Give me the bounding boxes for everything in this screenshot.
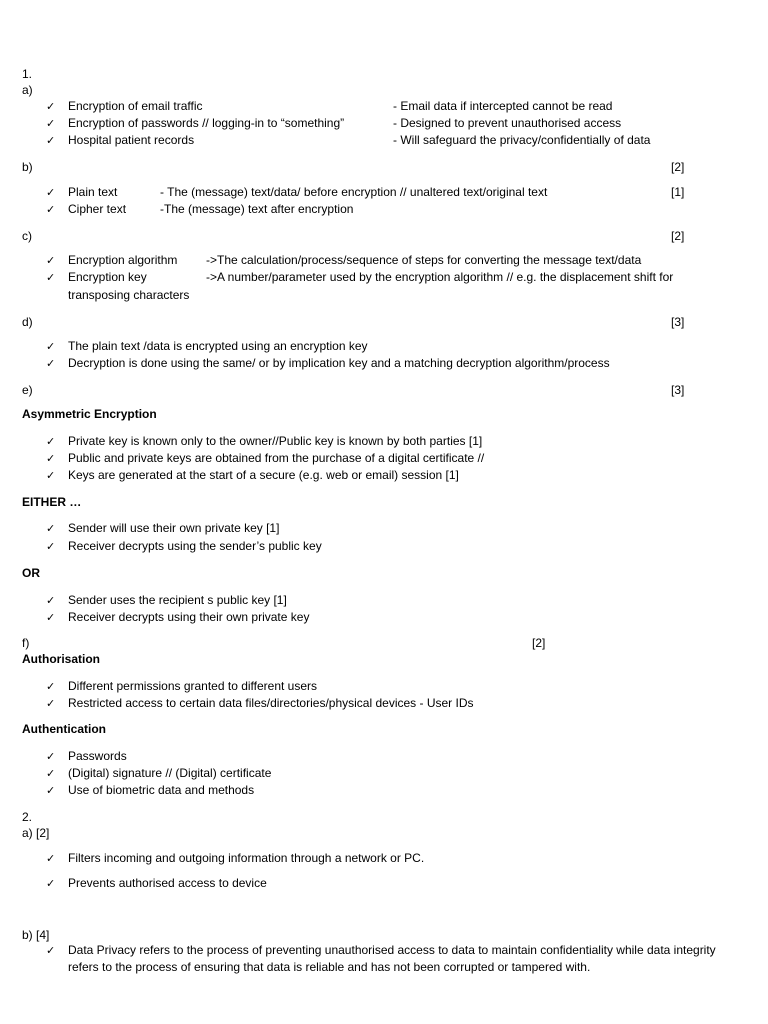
question-2-number: 2.	[22, 810, 33, 824]
check-icon: ✓	[46, 784, 56, 797]
check-icon: ✓	[46, 877, 56, 890]
definition: ->The calculation/process/sequence of steps for converting the message text/data	[206, 253, 642, 267]
check-icon: ✓	[46, 750, 56, 763]
authorisation-heading: Authorisation	[22, 652, 100, 666]
list-item: Data Privacy refers to the process of preventing unauthorised access to data to maintain confidentiality while data integrity refers to the process of ensuring that data is reliable and has not been corrupted or tampered with.	[68, 943, 716, 974]
check-icon: ✓	[46, 203, 56, 216]
list-item: (Digital) signature // (Digital) certificate	[68, 766, 272, 780]
check-icon: ✓	[46, 134, 56, 147]
list-item: Encryption of email traffic	[68, 99, 203, 113]
term: Cipher text	[68, 202, 127, 216]
list-item-note: - Will safeguard the privacy/confidentially of data	[393, 133, 651, 147]
part-d-label: d)	[22, 315, 33, 329]
marks: [3]	[671, 383, 685, 397]
list-item: Prevents authorised access to device	[68, 876, 267, 890]
list-item: Receiver decrypts using the sender’s public key	[68, 539, 322, 553]
check-icon: ✓	[46, 852, 56, 865]
list-item: Sender uses the recipient s public key [1]	[68, 593, 287, 607]
marks: [2]	[532, 636, 546, 650]
or-heading: OR	[22, 566, 40, 580]
list-item: Different permissions granted to different users	[68, 679, 318, 693]
part-b-label: b)	[22, 160, 33, 174]
check-icon: ✓	[46, 944, 56, 957]
term: Plain text	[68, 185, 118, 199]
check-icon: ✓	[46, 357, 56, 370]
list-item: Receiver decrypts using their own private key	[68, 610, 310, 624]
term: Encryption key	[68, 270, 147, 284]
check-icon: ✓	[46, 540, 56, 553]
list-item-note: - Designed to prevent unauthorised access	[393, 116, 622, 130]
list-item: Keys are generated at the start of a secure (e.g. web or email) session [1]	[68, 468, 459, 482]
list-item: Restricted access to certain data files/directories/physical devices - User IDs	[68, 696, 474, 710]
part-a-label: a)	[22, 83, 33, 97]
marks: [2]	[671, 160, 685, 174]
section-heading: Asymmetric Encryption	[22, 407, 157, 421]
list-item-note: - Email data if intercepted cannot be read	[393, 99, 613, 113]
check-icon: ✓	[46, 767, 56, 780]
check-icon: ✓	[46, 100, 56, 113]
list-item: Private key is known only to the owner//Public key is known by both parties [1]	[68, 434, 483, 448]
part-f-label: f)	[22, 636, 30, 650]
part-a-label: a) [2]	[22, 826, 50, 840]
check-icon: ✓	[46, 340, 56, 353]
list-item: Hospital patient records	[68, 133, 195, 147]
definition-continued: transposing characters	[68, 288, 190, 302]
definition: ->A number/parameter used by the encryption algorithm // e.g. the displacement shift for	[206, 270, 674, 284]
check-icon: ✓	[46, 271, 56, 284]
list-item: Filters incoming and outgoing information through a network or PC.	[68, 851, 425, 865]
list-item: Encryption of passwords // logging-in to “something”	[68, 116, 345, 130]
list-item: Public and private keys are obtained from the purchase of a digital certificate //	[68, 451, 485, 465]
list-item: Decryption is done using the same/ or by implication key and a matching decryption algorithm/process	[68, 356, 610, 370]
list-item: The plain text /data is encrypted using an encryption key	[68, 339, 368, 353]
marks: [3]	[671, 315, 685, 329]
check-icon: ✓	[46, 594, 56, 607]
part-b-label: b) [4]	[22, 928, 50, 942]
check-icon: ✓	[46, 697, 56, 710]
list-item: Use of biometric data and methods	[68, 783, 255, 797]
question-1-number: 1.	[22, 67, 33, 81]
check-icon: ✓	[46, 452, 56, 465]
check-icon: ✓	[46, 435, 56, 448]
check-icon: ✓	[46, 469, 56, 482]
definition: - The (message) text/data/ before encryption // unaltered text/original text	[160, 185, 548, 199]
part-c-label: c)	[22, 229, 32, 243]
term: Encryption algorithm	[68, 253, 178, 267]
part-e-label: e)	[22, 383, 33, 397]
check-icon: ✓	[46, 611, 56, 624]
check-icon: ✓	[46, 186, 56, 199]
check-icon: ✓	[46, 254, 56, 267]
check-icon: ✓	[46, 117, 56, 130]
check-icon: ✓	[46, 522, 56, 535]
list-item: Sender will use their own private key [1]	[68, 521, 280, 535]
marks: [1]	[671, 185, 685, 199]
authentication-heading: Authentication	[22, 722, 106, 736]
marks: [2]	[671, 229, 685, 243]
check-icon: ✓	[46, 680, 56, 693]
definition: -The (message) text after encryption	[160, 202, 354, 216]
either-heading: EITHER …	[22, 495, 82, 509]
list-item: Passwords	[68, 749, 127, 763]
